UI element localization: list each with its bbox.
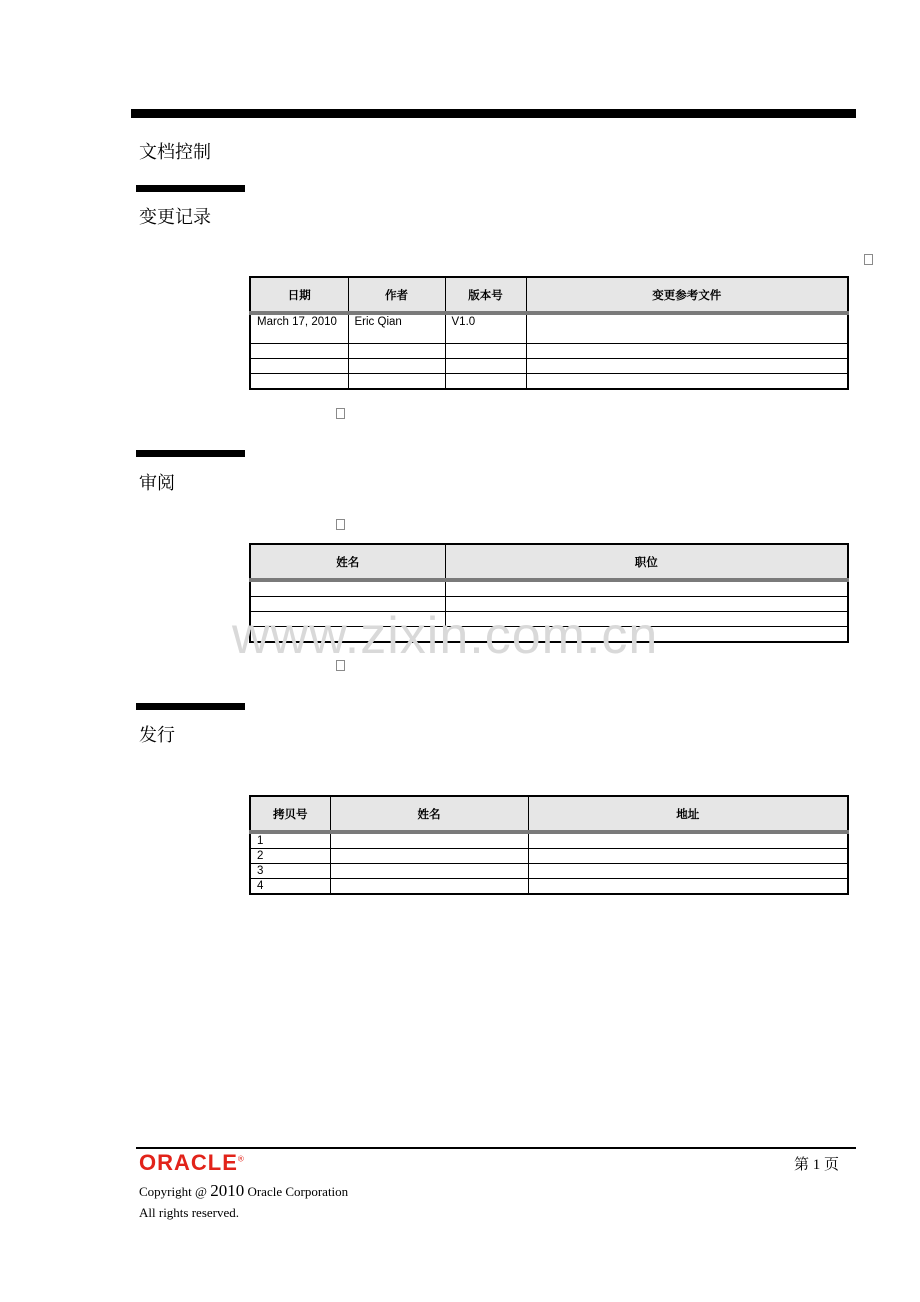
- table-row: [250, 580, 848, 597]
- table-cell: 1: [250, 832, 330, 849]
- copyright-prefix: Copyright @: [139, 1184, 211, 1199]
- column-header: 作者: [348, 277, 445, 313]
- column-header: 变更参考文件: [526, 277, 848, 313]
- table-cell: 2: [250, 849, 330, 864]
- column-header: 日期: [250, 277, 348, 313]
- section-heading-change-record: 变更记录: [139, 207, 211, 228]
- page-title: 文档控制: [139, 142, 211, 163]
- column-header: 姓名: [330, 796, 528, 832]
- copyright-suffix: Oracle Corporation: [244, 1184, 349, 1199]
- placeholder-box-icon: [336, 408, 345, 419]
- registered-mark: ®: [237, 1154, 245, 1164]
- table-cell: [250, 580, 445, 597]
- section-rule: [136, 185, 245, 192]
- table-cell: [528, 864, 848, 879]
- table-row: [250, 359, 848, 374]
- column-header: 版本号: [445, 277, 526, 313]
- table-cell: [330, 832, 528, 849]
- table-cell: [330, 879, 528, 895]
- table-cell: V1.0: [445, 313, 526, 344]
- logo-text: ORACLE: [139, 1150, 238, 1175]
- table-row: [250, 832, 848, 849]
- table-cell: 4: [250, 879, 330, 895]
- table-row: [250, 879, 848, 895]
- section-heading-distribution: 发行: [139, 725, 175, 746]
- change-record-table: [249, 276, 849, 390]
- table-cell: [528, 849, 848, 864]
- table-cell: [250, 344, 348, 359]
- table-cell: [445, 374, 526, 390]
- section-rule: [136, 703, 245, 710]
- table-cell: [445, 359, 526, 374]
- watermark: www.zixin.com.cn: [232, 607, 659, 665]
- section-rule: [136, 450, 245, 457]
- table-row: [250, 849, 848, 864]
- table-row: [250, 374, 848, 390]
- table-cell: Eric Qian: [348, 313, 445, 344]
- table-cell: [528, 879, 848, 895]
- table-cell: [348, 344, 445, 359]
- table-cell: [526, 374, 848, 390]
- column-header: 姓名: [250, 544, 445, 580]
- placeholder-box-icon: [864, 254, 873, 265]
- table-cell: [250, 359, 348, 374]
- oracle-logo: [139, 1150, 245, 1176]
- column-header: 拷贝号: [250, 796, 330, 832]
- table-cell: [348, 359, 445, 374]
- table-row: [250, 864, 848, 879]
- column-header: 职位: [445, 544, 848, 580]
- copyright: [139, 1181, 348, 1201]
- distribution-table: [249, 795, 849, 895]
- copyright-year: 2010: [210, 1181, 245, 1200]
- column-header: 地址: [528, 796, 848, 832]
- page-number: 第 1 页: [794, 1157, 840, 1173]
- table-row: [250, 313, 848, 344]
- table-cell: [445, 344, 526, 359]
- table-row: [250, 344, 848, 359]
- table-cell: [250, 374, 348, 390]
- table-cell: [526, 359, 848, 374]
- table-cell: [330, 864, 528, 879]
- table-cell: [348, 374, 445, 390]
- table-cell: [445, 580, 848, 597]
- table-cell: March 17, 2010: [250, 313, 348, 344]
- top-rule: [131, 109, 856, 118]
- placeholder-box-icon: [336, 519, 345, 530]
- table-cell: [526, 344, 848, 359]
- table-cell: [528, 832, 848, 849]
- rights-reserved: All rights reserved.: [139, 1205, 240, 1220]
- section-heading-review: 审阅: [139, 473, 175, 494]
- table-cell: [526, 313, 848, 344]
- table-cell: [330, 849, 528, 864]
- footer-rule: [136, 1147, 856, 1149]
- table-cell: 3: [250, 864, 330, 879]
